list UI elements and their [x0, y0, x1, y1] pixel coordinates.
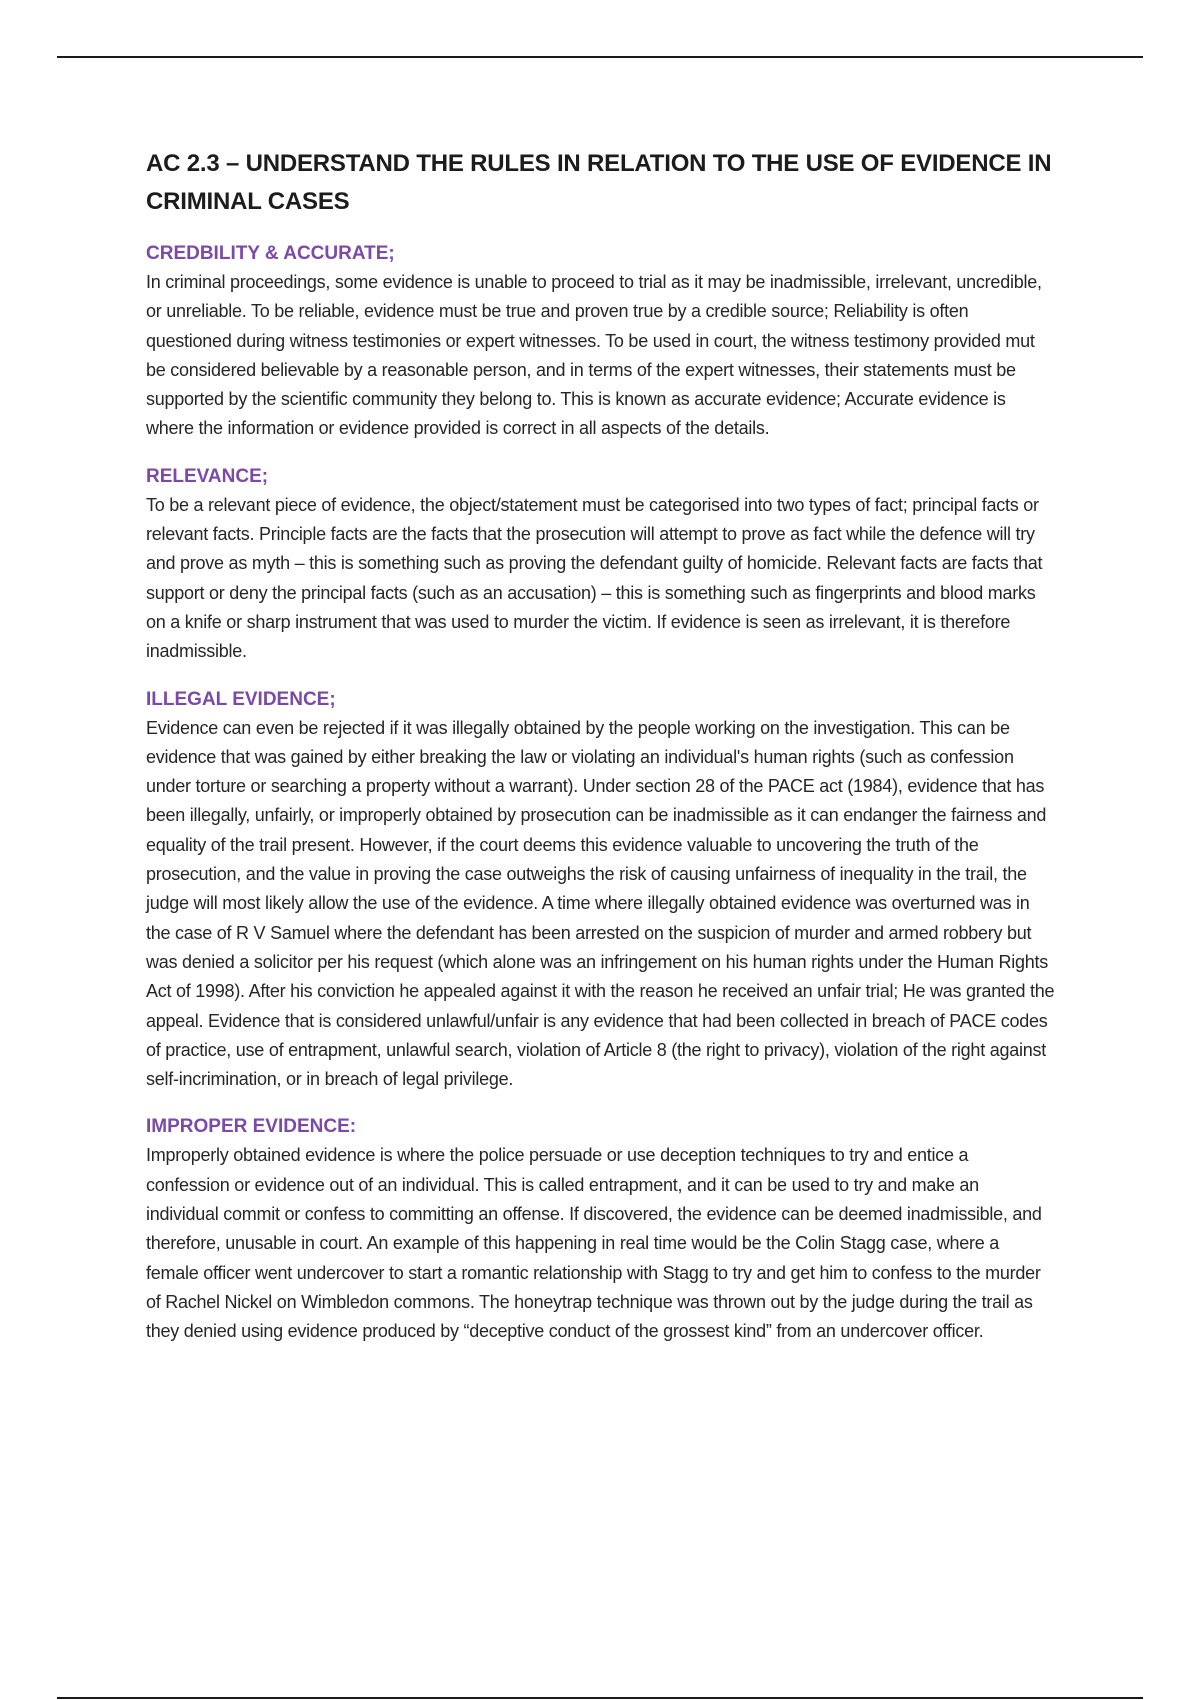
footer-rule — [57, 1697, 1143, 1699]
section-heading: CREDBILITY & ACCURATE; — [146, 243, 395, 264]
header-rule — [57, 56, 1143, 58]
section-paragraph: Evidence can even be rejected if it was illegally obtained by the people working on the investigation. This can be evidence that was gained by either breaking the law or violating an individual's human rights (such as confession under torture or searching a property without a warrant). Under section 28 of the PACE act (1984), evidence that has been illegally, unfairly, or improperly obtained by prosecution can be inadmissible as it can endanger the fairness and equality of the trail present. However, if the court deems this evidence valuable to uncovering the truth of the prosecution, and the value in proving the case outweighs the risk of causing unfairness of inequality in the trail, the judge will most likely allow the use of the evidence. A time where illegally obtained evidence was overturned was in the case of R V Samuel where the defendant has been arrested on the suspicion of murder and armed robbery but was denied a solicitor per his request (which alone was an infringement on his human rights under the Human Rights Act of 1998). After his conviction he appealed against it with the reason he received an unfair trial; He was granted the appeal. Evidence that is considered unlawful/unfair is any evidence that had been collected in breach of PACE codes of practice, use of entrapment, unlawful search, violation of Article 8 (the right to privacy), violation of the right against self-incrimination, or in breach of legal privilege. — [146, 717, 1055, 1090]
document-body — [146, 145, 1056, 1367]
page-title: AC 2.3 – UNDERSTAND THE RULES IN RELATION TO THE USE OF EVIDENCE IN CRIMINAL CASES — [146, 150, 1052, 215]
section-illegal-evidence — [146, 687, 1056, 1095]
section-heading: IMPROPER EVIDENCE: — [146, 1116, 357, 1138]
section-heading: ILLEGAL EVIDENCE; — [146, 688, 336, 710]
section-paragraph: Improperly obtained evidence is where the police persuade or use deception techniques to try and entice a confession or evidence out of an individual. This is called entrapment, and it can be used to try and make an individual commit or confess to committing an offense. If discovered, the evidence can be deemed inadmissible, and therefore, unusable in court. An example of this happening in real time would be the Colin Stagg case, where a female officer went undercover to start a romantic relationship with Stagg to try and get him to confess to the murder of Rachel Nickel on Wimbledon commons. The honeytrap technique was thrown out by the judge during the trail as they denied using evidence produced by “deceptive conduct of the grossest kind” from an undercover officer. — [146, 1145, 1042, 1342]
section-relevance — [146, 464, 1056, 667]
section-heading: RELEVANCE; — [146, 465, 269, 487]
section-credibility — [146, 241, 1056, 444]
section-improper-evidence — [146, 1114, 1056, 1346]
section-paragraph: To be a relevant piece of evidence, the object/statement must be categorised into two types of fact; principal facts or relevant facts. Principle facts are the facts that the prosecution will attempt to prove as fact while the defence will try and prove as myth – this is something such as proving the defendant guilty of homicide. Relevant facts are facts that support or deny the principal facts (such as an accusation) – this is something such as fingerprints and blood marks on a knife or sharp instrument that was used to murder the victim. If evidence is seen as irrelevant, it is therefore inadmissible. — [146, 494, 1043, 662]
section-paragraph: In criminal proceedings, some evidence is unable to proceed to trial as it may be inadmissible, irrelevant, uncredible, or unreliable. To be reliable, evidence must be true and proven true by a credible source; Reliability is often questioned during witness testimonies or expert witnesses. To be used in court, the witness testimony provided mut be considered believable by a reasonable person, and in terms of the expert witnesses, their statements must be supported by the scientific community they belong to. This is known as accurate evidence; Accurate evidence is where the information or evidence provided is correct in all aspects of the details. — [146, 272, 1042, 439]
